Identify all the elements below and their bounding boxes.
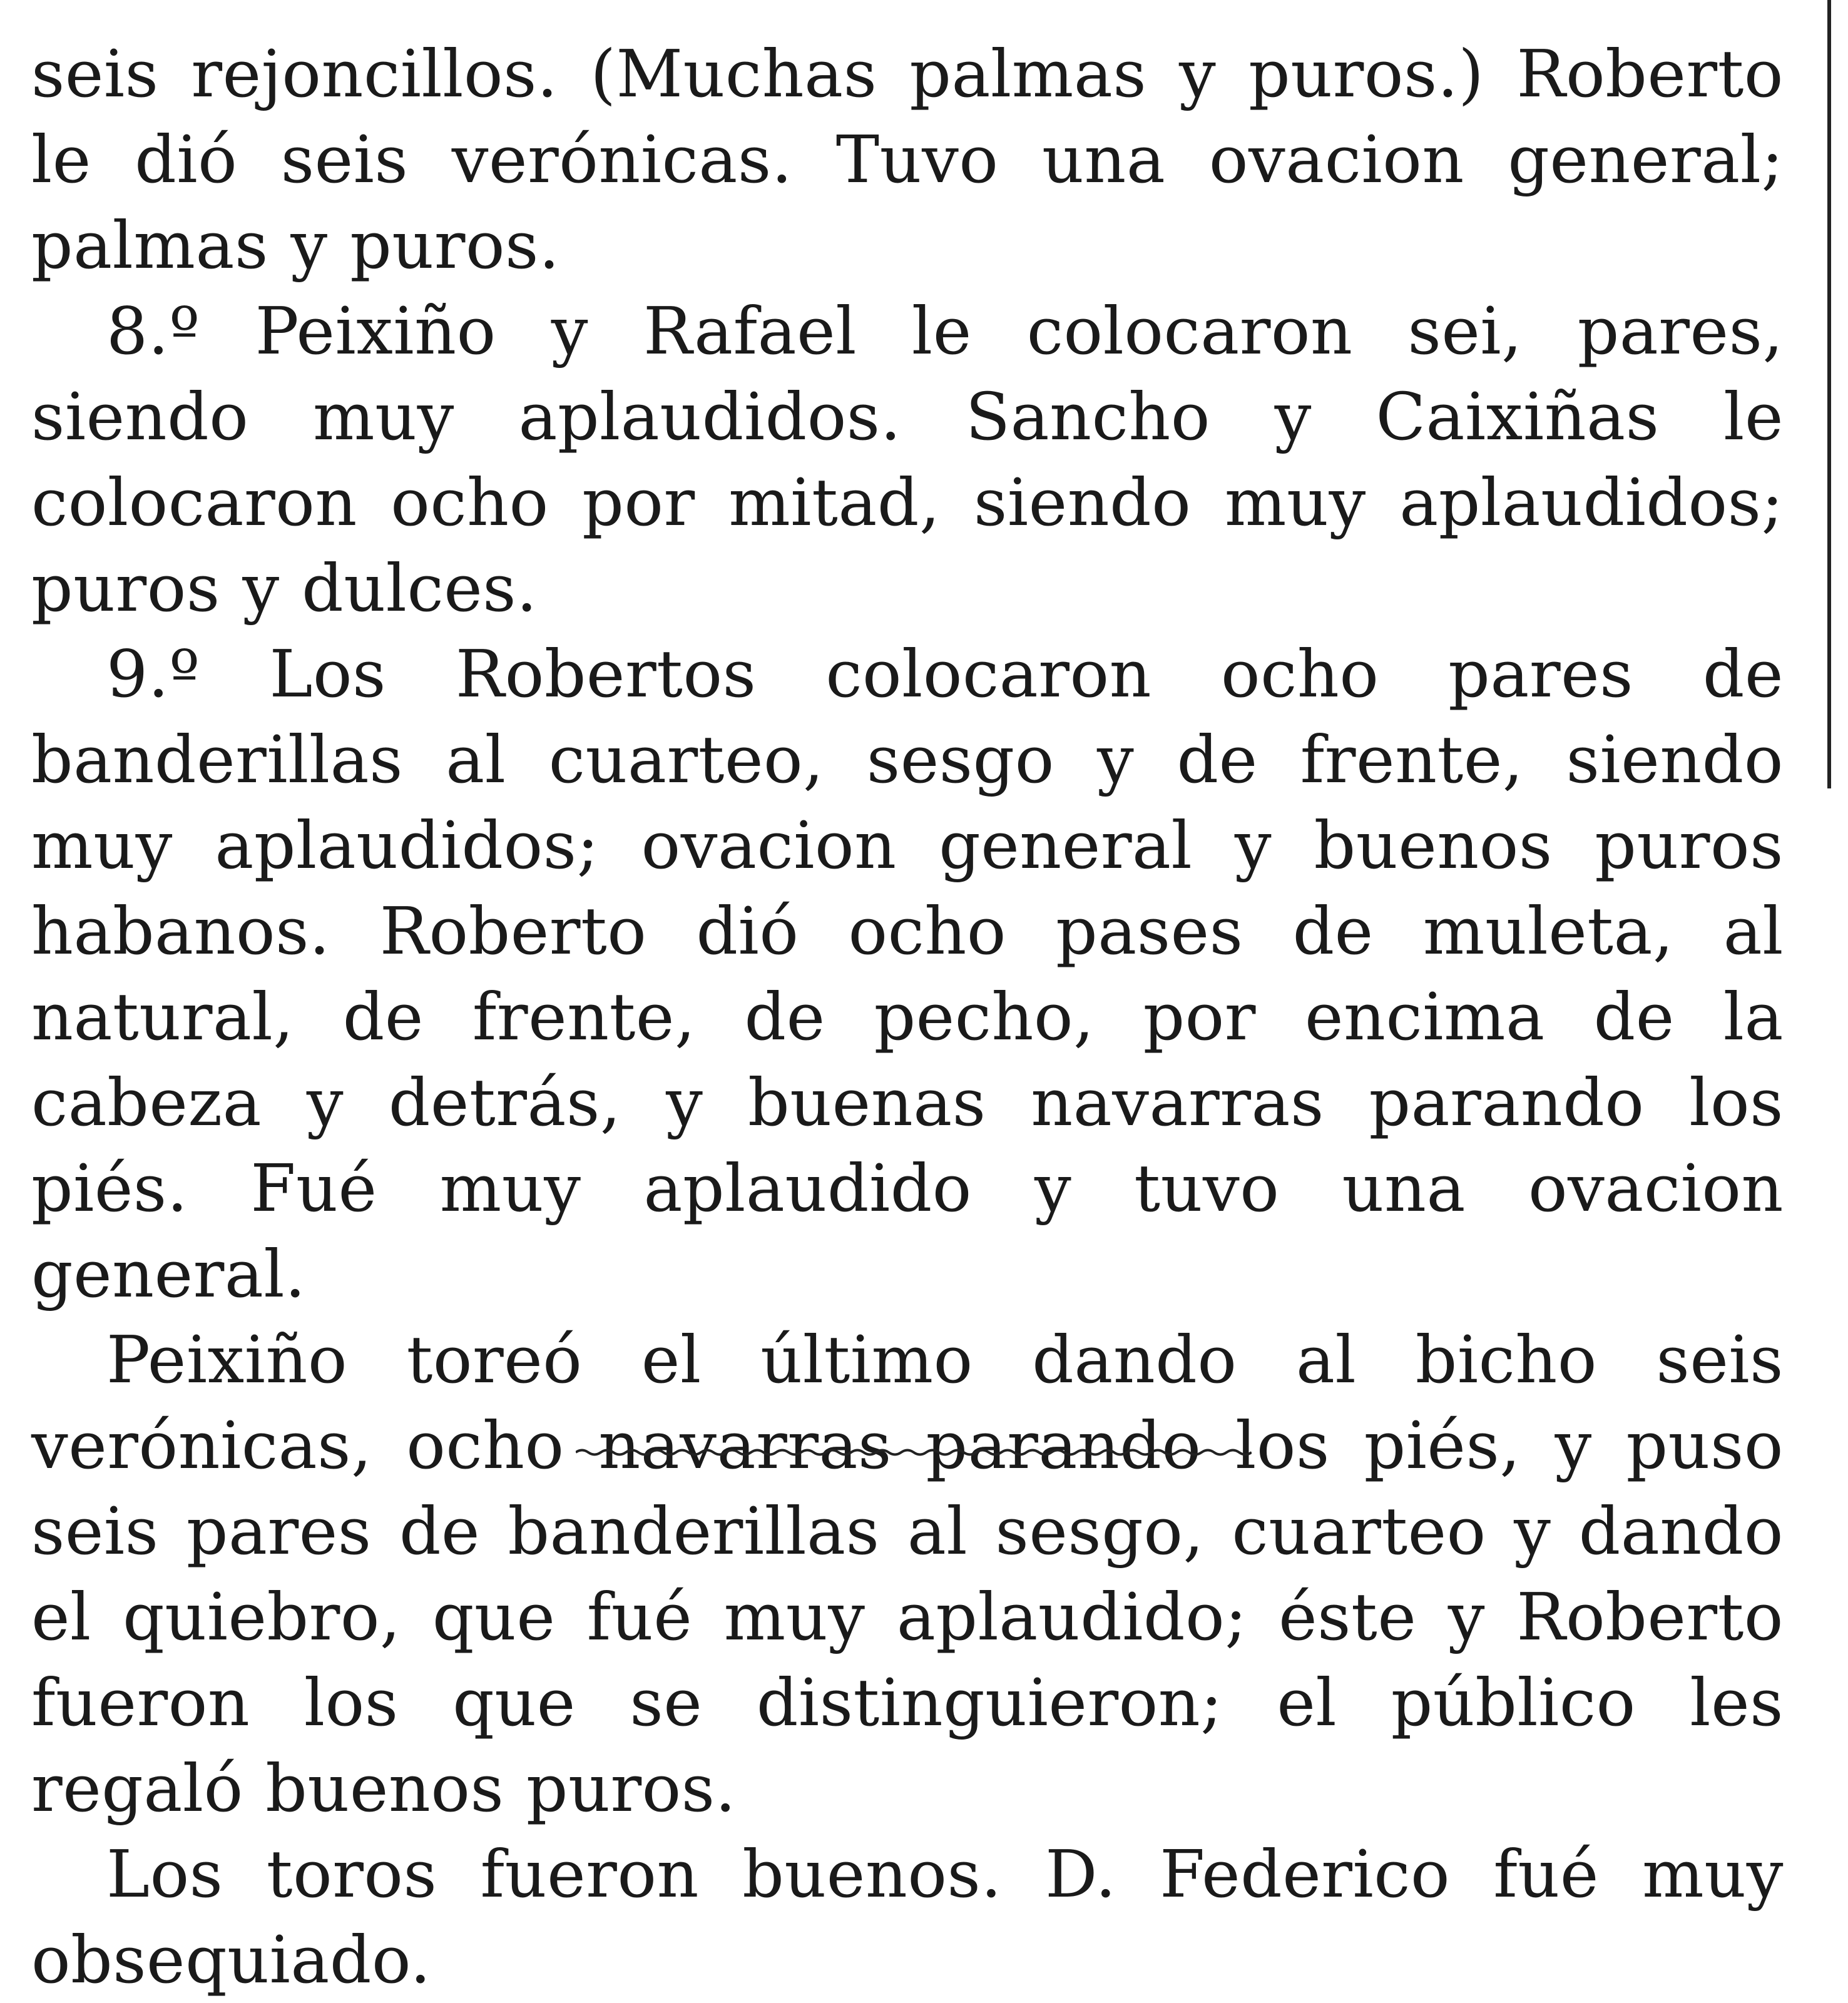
section-separator <box>576 1447 1252 1458</box>
wavy-rule-icon <box>576 1447 1252 1458</box>
paragraph-3: 9.º Los Robertos colocaron ocho pares de banderillas al cuarteo, sesgo y de frente, siendo muy aplaudidos; ovacion general y buenos puros habanos. Roberto dió ocho pases de muleta, al natural, de frente, de pecho, por encima de la cabeza y detrás, y buenas navarras parando los piés. Fué muy aplaudido y tuvo una ovacion general. <box>31 636 1784 1312</box>
column-rule <box>1827 0 1831 788</box>
article-column <box>31 31 1784 2003</box>
paragraph-5: Los toros fueron buenos. D. Federico fué muy obsequiado. <box>31 1836 1784 1998</box>
paragraph-4: Peixiño toreó el último dando al bicho seis verónicas, ocho navarras parando los piés, y puso seis pares de banderillas al sesgo, cuarteo y dando el quiebro, que fué muy aplaudido; éste y Roberto fueron los que se distinguieron; el público les regaló buenos puros. <box>31 1322 1784 1827</box>
paragraph-1: seis rejoncillos. (Muchas palmas y puros.) Roberto le dió seis verónicas. Tuvo una ovacion general; palmas y puros. <box>31 36 1784 283</box>
paragraph-2: 8.º Peixiño y Rafael le colocaron sei, pares, siendo muy aplaudidos. Sancho y Caixiñas le colocaron ocho por mitad, siendo muy aplaudidos; puros y dulces. <box>31 293 1784 626</box>
